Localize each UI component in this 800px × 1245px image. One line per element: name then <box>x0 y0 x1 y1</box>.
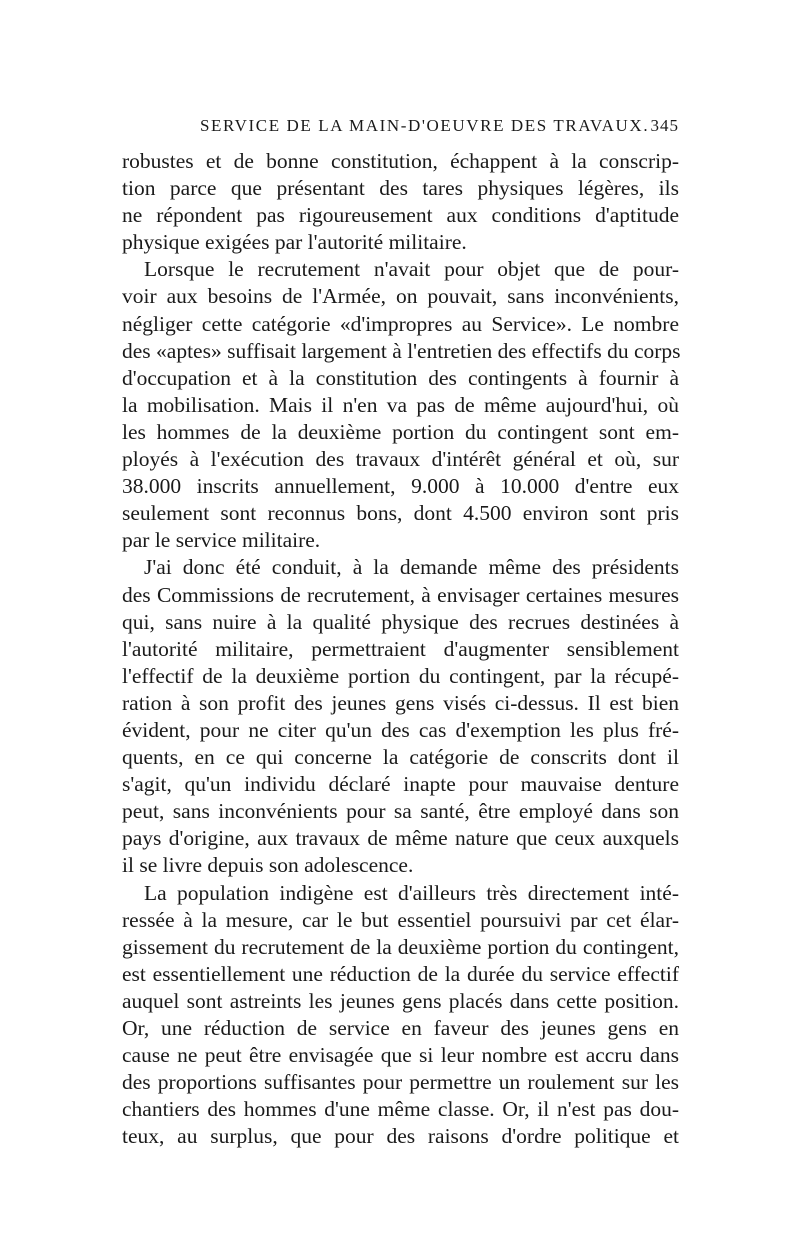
text-line: l'autorité militaire, permettraient d'augmenter sensiblement <box>122 636 679 661</box>
text-line: Or, une réduction de service en faveur des jeunes gens en <box>122 1016 679 1040</box>
paragraph <box>122 880 679 1151</box>
text-line: par le service militaire. <box>122 528 321 553</box>
text-line: évident, pour ne citer qu'un des cas d'exemption les plus fré- <box>122 717 679 742</box>
text-line: quents, en ce qui concerne la catégorie de conscrits dont il <box>122 745 679 770</box>
paragraph <box>122 148 679 256</box>
text-line: robustes et de bonne constitution, échappent à la conscrip- <box>122 149 679 173</box>
text-line: voir aux besoins de l'Armée, on pouvait, sans inconvénients, <box>122 284 679 309</box>
text-line: les hommes de la deuxième portion du contingent sont em- <box>122 419 679 444</box>
running-title: SERVICE DE LA MAIN-D'OEUVRE DES TRAVAUX. <box>200 116 650 135</box>
text-line: cause ne peut être envisagée que si leur nombre est accru dans <box>122 1043 679 1068</box>
text-line: seulement sont reconnus bons, dont 4.500 environ sont pris <box>122 501 679 526</box>
text-line: La population indigène est d'ailleurs très directement inté- <box>144 880 679 905</box>
text-line: ne répondent pas rigoureusement aux conditions d'aptitude <box>122 203 679 228</box>
text-line: s'agit, qu'un individu déclaré inapte pour mauvaise denture <box>122 772 679 797</box>
text-line: tion parce que présentant des tares physiques légères, ils <box>122 176 679 201</box>
text-line: 38.000 inscrits annuellement, 9.000 à 10.000 d'entre eux <box>122 474 679 499</box>
text-line: il se livre depuis son adolescence. <box>122 853 414 878</box>
text-line: ployés à l'exécution des travaux d'intérêt général et où, sur <box>122 447 679 472</box>
text-line: ressée à la mesure, car le but essentiel poursuivi par cet élar- <box>122 907 679 932</box>
text-line: physique exigées par l'autorité militaire. <box>122 230 467 255</box>
text-line: Lorsque le recrutement n'avait pour objet que de pour- <box>144 257 679 282</box>
text-line: pays d'origine, aux travaux de même nature que ceux auxquels <box>122 826 679 851</box>
paragraph <box>122 554 679 879</box>
paragraph <box>122 256 679 554</box>
text-line: des proportions suffisantes pour permettre un roulement sur les <box>122 1070 679 1095</box>
text-line: la mobilisation. Mais il n'en va pas de même aujourd'hui, où <box>122 392 679 417</box>
text-line: teux, au surplus, que pour des raisons d'ordre politique et <box>122 1124 679 1149</box>
text-line: gissement du recrutement de la deuxième portion du contingent, <box>122 934 679 959</box>
text-line: est essentiellement une réduction de la durée du service effectif <box>122 961 679 986</box>
text-line: des Commissions de recrutement, à envisager certaines mesures <box>122 582 679 607</box>
running-head <box>122 116 679 142</box>
text-line: l'effectif de la deuxième portion du contingent, par la récupé- <box>122 663 679 688</box>
body-text <box>122 148 679 1150</box>
text-line: peut, sans inconvénients pour sa santé, être employé dans son <box>122 799 679 824</box>
text-line: J'ai donc été conduit, à la demande même des présidents <box>144 555 679 580</box>
text-line: ration à son profit des jeunes gens visés ci-dessus. Il est bien <box>122 690 679 715</box>
page-number: 345 <box>650 116 679 135</box>
text-line: auquel sont astreints les jeunes gens placés dans cette position. <box>122 988 679 1013</box>
text-line: chantiers des hommes d'une même classe. Or, il n'est pas dou- <box>122 1097 679 1122</box>
text-line: d'occupation et à la constitution des contingents à fournir à <box>122 365 679 390</box>
text-line: qui, sans nuire à la qualité physique des recrues destinées à <box>122 609 679 634</box>
text-line: des «aptes» suffisait largement à l'entretien des effectifs du corps <box>122 338 681 363</box>
text-line: négliger cette catégorie «d'impropres au Service». Le nombre <box>122 311 679 336</box>
